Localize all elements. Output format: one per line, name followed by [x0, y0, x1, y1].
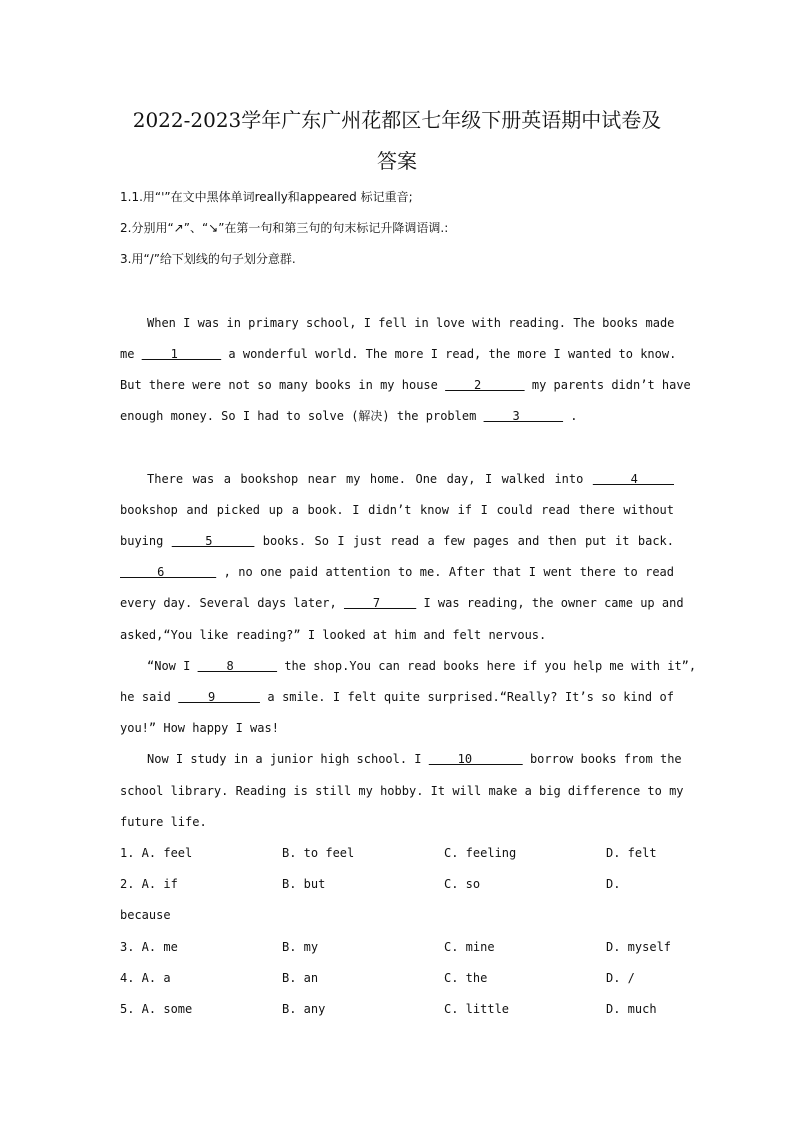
option-2c: C. so — [444, 877, 481, 891]
option-3d: D. myself — [606, 940, 672, 954]
passage-line — [147, 472, 674, 486]
passage-line: asked,“You like reading?” I looked at him and felt nervous. — [120, 628, 547, 642]
blank-10: 10 — [428, 752, 523, 766]
passage-line — [120, 347, 677, 361]
option-4a: 4. A. a — [120, 971, 171, 985]
passage-text: every day. Several days later, — [120, 596, 337, 610]
option-2a: 2. A. if — [120, 877, 178, 891]
passage-line: bookshop and picked up a book. I didn’t know if I could read there without — [120, 503, 674, 517]
option-5d: D. much — [606, 1002, 657, 1016]
instruction-3: 3.用“/”给下划线的句子划分意群. — [120, 252, 296, 266]
blank-9: 9 — [178, 690, 260, 704]
passage-line — [120, 378, 691, 392]
passage-text: enough money. So I had to solve (解决) the problem — [120, 409, 477, 423]
passage-text: books. So I just read a few pages and then put it back. — [262, 534, 674, 548]
option-1c: C. feeling — [444, 846, 517, 860]
passage-text: , no one paid attention to me. After that I went there to read — [223, 565, 674, 579]
passage-line: you!” How happy I was! — [120, 721, 279, 735]
option-4c: C. the — [444, 971, 488, 985]
passage-text: he said — [120, 690, 171, 704]
passage-line: school library. Reading is still my hobby. It will make a big difference to my — [120, 784, 684, 798]
option-2d: D. — [606, 877, 621, 891]
blank-8: 8 — [197, 659, 278, 673]
passage-text: a wonderful world. The more I read, the more I wanted to know. — [228, 347, 677, 361]
blank-7: 7 — [343, 596, 417, 610]
passage-text: I was reading, the owner came up and — [423, 596, 684, 610]
passage-line — [147, 752, 682, 766]
option-4b: B. an — [282, 971, 319, 985]
option-5c: C. little — [444, 1002, 510, 1016]
option-1d: D. felt — [606, 846, 657, 860]
passage-line — [120, 565, 674, 579]
passage-line: When I was in primary school, I fell in love with reading. The books made — [147, 316, 675, 330]
option-5b: B. any — [282, 1002, 326, 1016]
passage-text: buying — [120, 534, 164, 548]
passage-text: Now I study in a junior high school. I — [147, 752, 422, 766]
passage-text: “Now I — [147, 659, 191, 673]
passage-line — [120, 596, 684, 610]
option-3c: C. mine — [444, 940, 495, 954]
passage-text: the shop.You can read books here if you help me with it”, — [284, 659, 697, 673]
blank-2: 2 — [445, 378, 525, 392]
passage-text: There was a bookshop near my home. One day, I walked into — [147, 472, 584, 486]
passage-text: But there were not so many books in my house — [120, 378, 438, 392]
exam-title-line2: 答案 — [377, 149, 417, 173]
blank-3: 3 — [483, 409, 564, 423]
passage-line — [120, 407, 674, 424]
passage-line — [147, 659, 697, 673]
blank-5: 5 — [171, 534, 255, 548]
option-3b: B. my — [282, 940, 319, 954]
passage-line — [120, 534, 674, 548]
passage-text: borrow books from the — [529, 752, 682, 766]
option-2b: B. but — [282, 877, 326, 891]
option-5a: 5. A. some — [120, 1002, 193, 1016]
passage-line — [120, 690, 674, 704]
blank-6: 6 — [120, 565, 217, 579]
option-1b: B. to feel — [282, 846, 355, 860]
blank-4: 4 — [592, 472, 674, 486]
blank-1: 1 — [141, 347, 222, 361]
option-4d: D. / — [606, 971, 635, 985]
passage-text: . — [570, 409, 578, 423]
instruction-2: 2.分别用“↗”、“↘”在第一句和第三句的句末标记升降调语调.: — [120, 221, 449, 235]
exam-title-line1: 2022-2023学年广东广州花都区七年级下册英语期中试卷及 — [132, 108, 662, 132]
passage-line: future life. — [120, 815, 207, 829]
passage-text: a smile. I felt quite surprised.“Really? It’s so kind of — [267, 690, 674, 704]
instruction-1: 1.1.用“'”在文中黑体单词really和appeared 标记重音; — [120, 190, 413, 204]
option-2d-text: because — [120, 908, 171, 922]
option-3a: 3. A. me — [120, 940, 178, 954]
option-1a: 1. A. feel — [120, 846, 193, 860]
passage-text: me — [120, 347, 135, 361]
passage-text: my parents didn’t have — [531, 378, 691, 392]
